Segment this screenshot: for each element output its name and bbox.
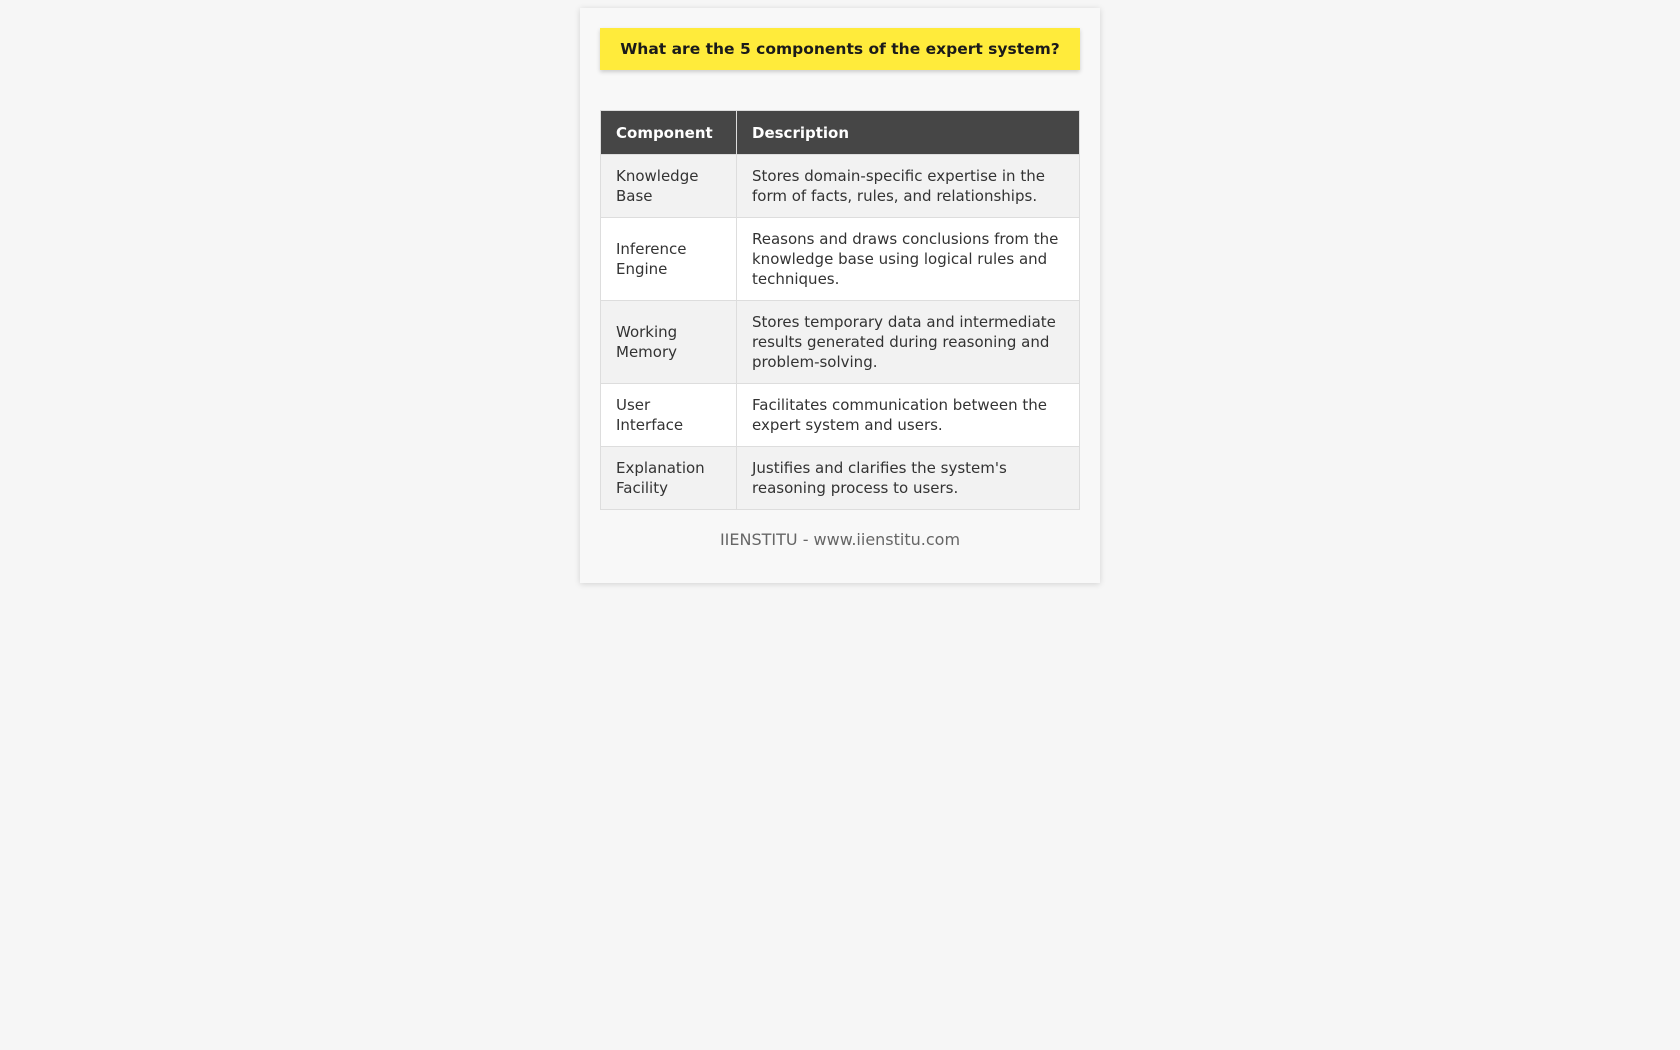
column-header-description: Description	[737, 111, 1080, 155]
page-title-text: What are the 5 components of the expert system?	[620, 40, 1060, 58]
component-cell: Working Memory	[601, 301, 737, 384]
description-cell: Justifies and clarifies the system's reasoning process to users.	[737, 447, 1080, 510]
table-header-row	[601, 111, 1080, 155]
components-table	[600, 110, 1080, 510]
description-cell: Stores domain-specific expertise in the form of facts, rules, and relationships.	[737, 155, 1080, 218]
component-cell: Knowledge Base	[601, 155, 737, 218]
page-title	[600, 28, 1080, 70]
component-cell: Inference Engine	[601, 218, 737, 301]
table-row	[601, 447, 1080, 510]
description-cell: Reasons and draws conclusions from the knowledge base using logical rules and techniques.	[737, 218, 1080, 301]
column-header-component: Component	[601, 111, 737, 155]
table-row	[601, 218, 1080, 301]
table-row	[601, 301, 1080, 384]
description-cell: Facilitates communication between the expert system and users.	[737, 384, 1080, 447]
table-row	[601, 384, 1080, 447]
description-cell: Stores temporary data and intermediate results generated during reasoning and problem-solving.	[737, 301, 1080, 384]
content-card	[580, 8, 1100, 583]
footer-credit: IIENSTITU - www.iienstitu.com	[719, 530, 961, 549]
component-cell: User Interface	[601, 384, 737, 447]
component-cell: Explanation Facility	[601, 447, 737, 510]
table-row	[601, 155, 1080, 218]
